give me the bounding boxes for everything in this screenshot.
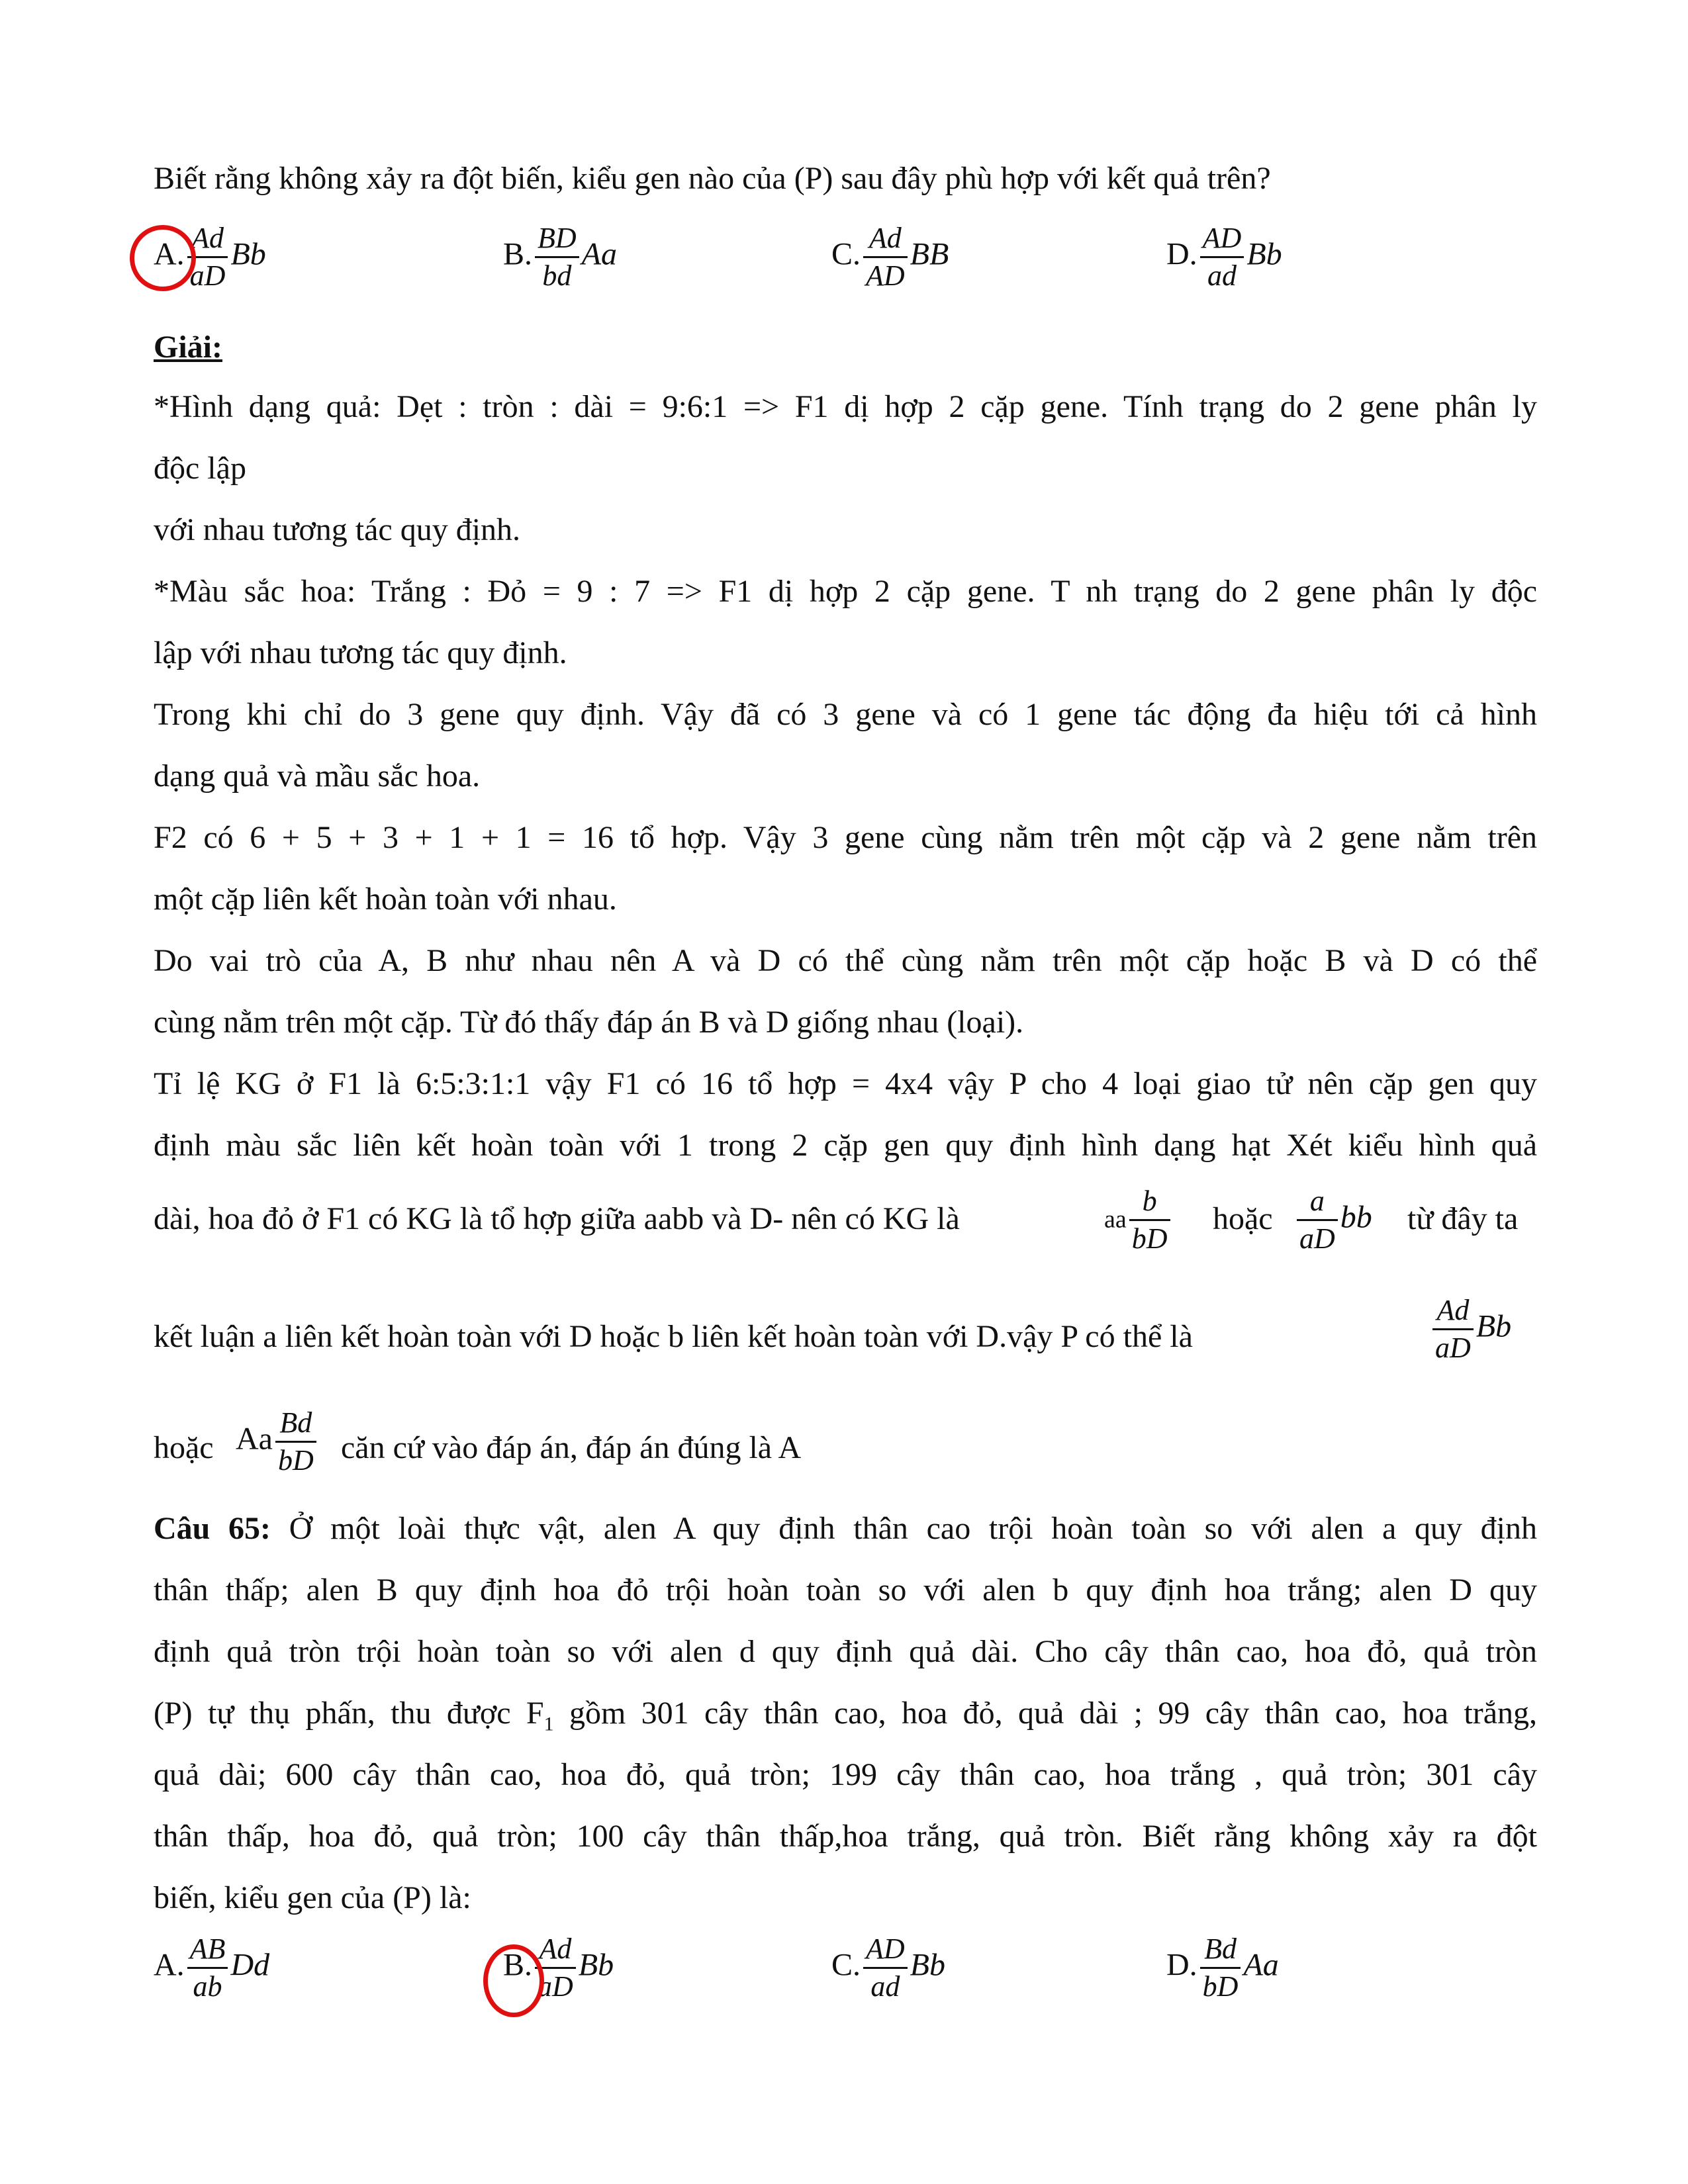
q65-line: thân thấp, hoa đỏ, quả tròn; 100 cây thân thấp,hoa trắng, quả tròn. Biết rằng không xảy ra đột	[154, 1819, 1537, 1854]
solution-line-14-end: từ đây ta	[1407, 1201, 1519, 1236]
option-letter: D.	[1166, 1947, 1197, 1983]
genotype-suffix: Bb	[230, 236, 266, 272]
solution-line: Tỉ lệ KG ở F1 là 6:5:3:1:1 vậy F1 có 16 tổ hợp = 4x4 vậy P cho 4 loại giao tử nên cặp gen quy	[154, 1066, 1537, 1101]
option-letter: B.	[503, 1947, 533, 1983]
genotype-fraction: $\frac{Ad}{aD}$	[1432, 1294, 1474, 1365]
solution-line: dạng quả và mầu sắc hoa.	[154, 758, 481, 794]
solution-genotype-Ad-aD-Bb: $\frac{Ad}{aD}$ Bb	[1430, 1294, 1511, 1365]
solution-line: một cặp liên kết hoàn toàn với nhau.	[154, 882, 617, 917]
q65-option-d[interactable]	[1166, 1933, 1279, 2003]
genotype-suffix: Aa	[581, 236, 617, 272]
solution-line: *Màu sắc hoa: Trắng : Đỏ = 9 : 7 => F1 dị hợp 2 cặp gene. T nh trạng do 2 gene phân ly độc	[154, 574, 1537, 609]
solution-line: F2 có 6 + 5 + 3 + 1 + 1 = 16 tổ hợp. Vậy 3 gene cùng nằm trên một cặp và 2 gene nằm trên	[154, 820, 1537, 855]
genotype-fraction: $\frac{b}{bD}$	[1129, 1185, 1170, 1255]
genotype-fraction: $\frac{Ad}{aD}$	[535, 1933, 576, 2003]
solution-line-15-start: kết luận a liên kết hoàn toàn với D hoặc b liên kết hoàn toàn với D.vậy P có thể là	[154, 1319, 1193, 1354]
option-letter: A.	[154, 236, 185, 272]
q65-line: (P) tự thụ phấn, thu được $F_1$ gồm 301 cây thân cao, hoa đỏ, quả dài ; 99 cây thân cao, hoa trắng,	[154, 1696, 1538, 1735]
solution-or-word: hoặc	[154, 1430, 214, 1465]
genotype-suffix: Aa	[1243, 1947, 1279, 1983]
option-letter: D.	[1166, 236, 1197, 272]
genotype-fraction: $\frac{Bd}{bD}$	[275, 1406, 316, 1477]
genotype-fraction: $\frac{Bd}{bD}$	[1200, 1933, 1241, 2003]
solution-line: Trong khi chỉ do 3 gene quy định. Vậy đã có 3 gene và có 1 gene tác động đa hiệu tới cả hình	[154, 697, 1537, 732]
genotype-fraction: $\frac{Ad}{aD}$	[187, 222, 228, 293]
solution-line: định màu sắc liên kết hoàn toàn với 1 trong 2 cặp gen quy định hình dạng hạt Xét kiểu hình quả	[154, 1128, 1537, 1163]
q64-option-b[interactable]	[503, 222, 617, 293]
genotype-fraction: $\frac{a}{aD}$	[1297, 1185, 1338, 1255]
genotype-suffix: Bb	[910, 1947, 945, 1983]
q65-line: Câu 65: Ở một loài thực vật, alen A quy định thân cao trội hoàn toàn so với alen a quy định	[154, 1511, 1538, 1546]
q65-option-a[interactable]	[154, 1933, 269, 2003]
genotype-fraction: $\frac{AB}{ab}$	[187, 1933, 228, 2003]
option-letter: C.	[831, 236, 861, 272]
solution-conclusion: căn cứ vào đáp án, đáp án đúng là A	[341, 1430, 802, 1465]
q65-option-c[interactable]	[831, 1933, 945, 2003]
solution-line: với nhau tương tác quy định.	[154, 512, 521, 547]
q64-option-c[interactable]	[831, 222, 949, 293]
q65-line: thân thấp; alen B quy định hoa đỏ trội hoàn toàn so với alen b quy định hoa trắng; alen D quy	[154, 1572, 1537, 1608]
q64-option-d[interactable]	[1166, 222, 1282, 293]
solution-line-14-start: dài, hoa đỏ ở F1 có KG là tổ hợp giữa aabb và D- nên có KG là	[154, 1201, 960, 1236]
genotype-fraction: $\frac{Ad}{AD}$	[863, 222, 908, 293]
solution-genotype-Aa-Bd-bD: Aa $\frac{Bd}{bD}$	[236, 1406, 319, 1477]
q65-line: định quả tròn trội hoàn toàn so với alen d quy định quả dài. Cho cây thân cao, hoa đỏ, quả tròn	[154, 1634, 1537, 1669]
answer-circle-mark	[483, 1944, 544, 2017]
answer-circle-mark	[130, 225, 196, 291]
q64-question-text: Biết rằng không xảy ra đột biến, kiểu gen nào của (P) sau đây phù hợp với kết quả trên?	[154, 161, 1271, 196]
solution-or-word: hoặc	[1213, 1201, 1273, 1236]
solution-genotype-aa-b-bD: aa $\frac{b}{bD}$	[1104, 1185, 1173, 1255]
solution-heading: Giải:	[154, 330, 222, 365]
solution-line: độc lập	[154, 451, 246, 486]
q65-line: biến, kiểu gen của (P) là:	[154, 1880, 471, 1915]
genotype-fraction: $\frac{BD}{bd}$	[535, 222, 579, 293]
genotype-suffix: Bb	[1246, 236, 1282, 272]
q65-line: quả dài; 600 cây thân cao, hoa đỏ, quả tròn; 199 cây thân cao, hoa trắng , quả tròn; 301 cây	[154, 1757, 1537, 1792]
solution-genotype-a-aD-bb: $\frac{a}{aD}$ bb	[1294, 1185, 1372, 1255]
solution-line: *Hình dạng quả: Dẹt : tròn : dài = 9:6:1 => F1 dị hợp 2 cặp gene. Tính trạng do 2 gene phân ly	[154, 389, 1537, 424]
option-letter: C.	[831, 1947, 861, 1983]
solution-line: Do vai trò của A, B như nhau nên A và D có thể cùng nằm trên một cặp hoặc B và D có thể	[154, 943, 1537, 978]
genotype-suffix: Dd	[230, 1947, 270, 1983]
option-letter: A.	[154, 1947, 185, 1983]
q65-label: Câu 65:	[154, 1511, 271, 1546]
genotype-suffix: BB	[910, 236, 949, 272]
solution-line: lập với nhau tương tác quy định.	[154, 635, 567, 670]
genotype-fraction: $\frac{AD}{ad}$	[1200, 222, 1244, 293]
option-letter: B.	[503, 236, 533, 272]
solution-line: cùng nằm trên một cặp. Từ đó thấy đáp án B và D giống nhau (loại).	[154, 1005, 1024, 1040]
genotype-fraction: $\frac{AD}{ad}$	[863, 1933, 908, 2003]
genotype-suffix: Bb	[578, 1947, 614, 1983]
